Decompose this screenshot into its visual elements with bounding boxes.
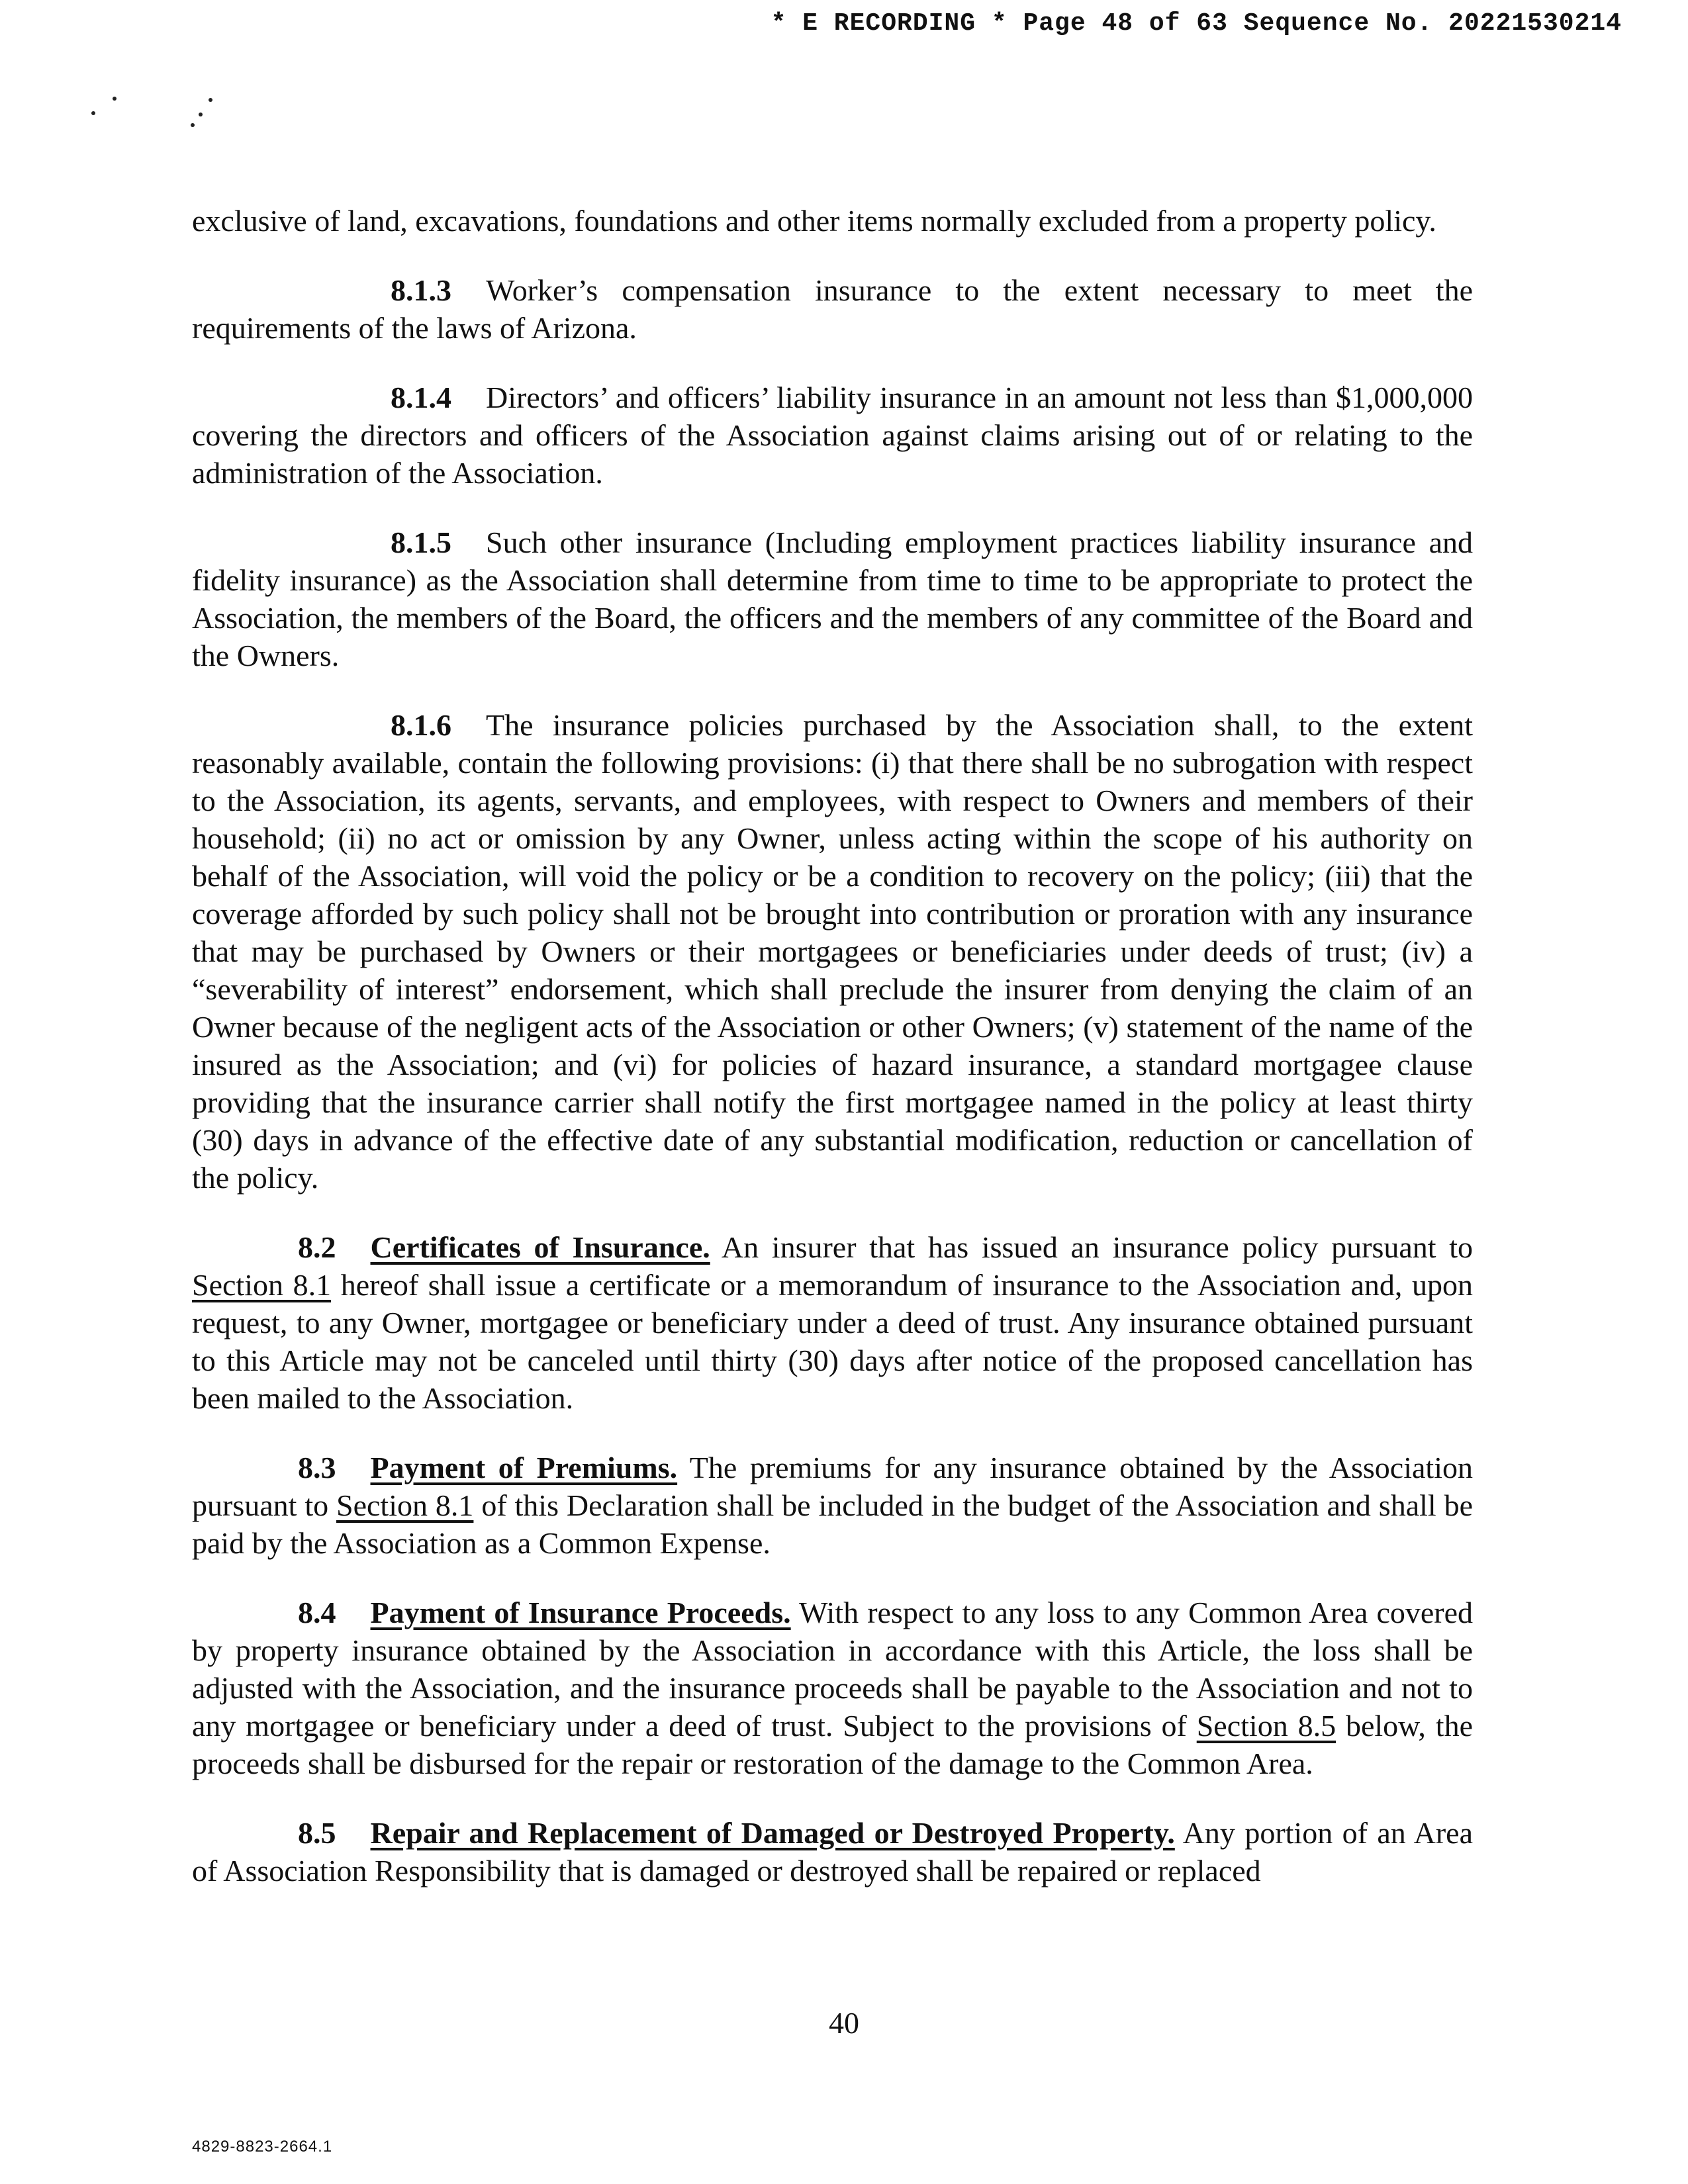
paragraph-text: The insurance policies purchased by the Association shall, to the extent reasonably available, contain the following provisions: (i) that there shall be no subrogation with respect to the Association, its agents, servants, and employees, with respect to Owners and members of their household; (ii) no act or omission by any Owner, unless acting within the scope of his authority on behalf of the Association, will void the policy or be a condition to recovery on the policy; (iii) that the coverage afforded by such policy shall not be brought into contribution or proration with any insurance that may be purchased by Owners or their mortgagees or beneficiaries under deeds of trust; (iv) a “severability of interest” endorsement, which shall preclude the insurer from denying the claim of an Owner because of the negligent acts of the Association or other Owners; (v) statement of the name of the insured as the Association; and (vi) for policies of hazard insurance, a standard mortgagee clause providing that the insurance carrier shall notify the first mortgagee named in the policy at least thirty (30) days in advance of the effective date of any substantial modification, reduction or cancellation of the policy. (192, 708, 1473, 1195)
paragraph-text: exclusive of land, excavations, foundations and other items normally excluded from a property policy. (192, 204, 1436, 238)
section-heading: Payment of Insurance Proceeds. (370, 1596, 791, 1629)
paragraph-8-1-4 (192, 379, 1473, 492)
paragraph-8-3 (192, 1449, 1473, 1562)
paragraph-text: An insurer that has issued an insurance policy pursuant to (721, 1230, 1473, 1264)
page-number: 40 (829, 2006, 859, 2040)
paragraph-text: below, the proceeds shall be disbursed for the repair or restoration of the damage to the Common Area. (192, 1709, 1473, 1780)
paragraph-8-1-6 (192, 706, 1473, 1197)
scan-speck (209, 98, 212, 102)
paragraph-text: Such other insurance (Including employment practices liability insurance and fidelity insurance) as the Association shall determine from time to time to be appropriate to protect the Association, the members of the Board, the officers and the members of any committee of the Board and the Owners. (192, 525, 1473, 672)
section-reference: Section 8.1 (336, 1488, 474, 1522)
section-heading: Repair and Replacement of Damaged or Destroyed Property. (370, 1816, 1175, 1850)
document-body (192, 202, 1473, 1921)
section-number: 8.4 (298, 1596, 336, 1629)
scan-specks (86, 93, 232, 132)
section-heading: Certificates of Insurance. (370, 1230, 710, 1264)
paragraph-8-5 (192, 1814, 1473, 1889)
scan-speck (191, 123, 195, 127)
section-number: 8.1.5 (391, 525, 451, 559)
paragraph-text: The premiums for any insurance obtained by the Association pursuant to (192, 1451, 1473, 1522)
section-reference: Section 8.1 (192, 1268, 332, 1302)
scan-speck (199, 113, 203, 116)
section-number: 8.1.3 (391, 273, 451, 307)
scan-speck (113, 97, 117, 101)
section-number: 8.1.6 (391, 708, 451, 742)
section-number: 8.5 (298, 1816, 336, 1850)
section-reference: Section 8.5 (1196, 1709, 1336, 1743)
paragraph-text: With respect to any loss to any Common Area covered by property insurance obtained by the Association in accordance with this Article, the loss shall be adjusted with the Association, and the insurance proceeds shall be payable to the Association and not to any mortgagee or beneficiary under a deed of trust. Subject to the provisions of (192, 1596, 1474, 1743)
paragraph-8-2 (192, 1228, 1473, 1417)
paragraph-8-4 (192, 1594, 1473, 1782)
paragraph-text: of this Declaration shall be included in the budget of the Association and shall be paid by the Association as a Common Expense. (192, 1488, 1474, 1560)
paragraph-text: Any portion of an Area of Association Responsibility that is damaged or destroyed shall be repaired or replaced (192, 1816, 1473, 1888)
paragraph-continuation (192, 202, 1473, 240)
paragraph-text: Directors’ and officers’ liability insurance in an amount not less than $1,000,000 covering the directors and officers of the Association against claims arising out of or relating to the administration of the Association. (192, 381, 1473, 490)
scan-speck (91, 111, 95, 115)
section-number: 8.2 (298, 1230, 336, 1264)
section-heading: Payment of Premiums. (370, 1451, 678, 1484)
recording-stamp: * E RECORDING * Page 48 of 63 Sequence No. 20221530214 (771, 9, 1622, 38)
paragraph-text: Worker’s compensation insurance to the extent necessary to meet the requirements of the laws of Arizona. (192, 273, 1473, 345)
section-number: 8.3 (298, 1451, 336, 1484)
paragraph-8-1-3 (192, 271, 1473, 347)
section-number: 8.1.4 (391, 381, 451, 414)
paragraph-8-1-5 (192, 523, 1473, 674)
paragraph-text: hereof shall issue a certificate or a memorandum of insurance to the Association and, upon request, to any Owner, mortgagee or beneficiary under a deed of trust. Any insurance obtained pursuant to this Article may not be canceled until thirty (30) days after notice of the proposed cancellation has been mailed to the Association. (192, 1268, 1474, 1415)
document-id: 4829-8823-2664.1 (192, 2138, 333, 2156)
